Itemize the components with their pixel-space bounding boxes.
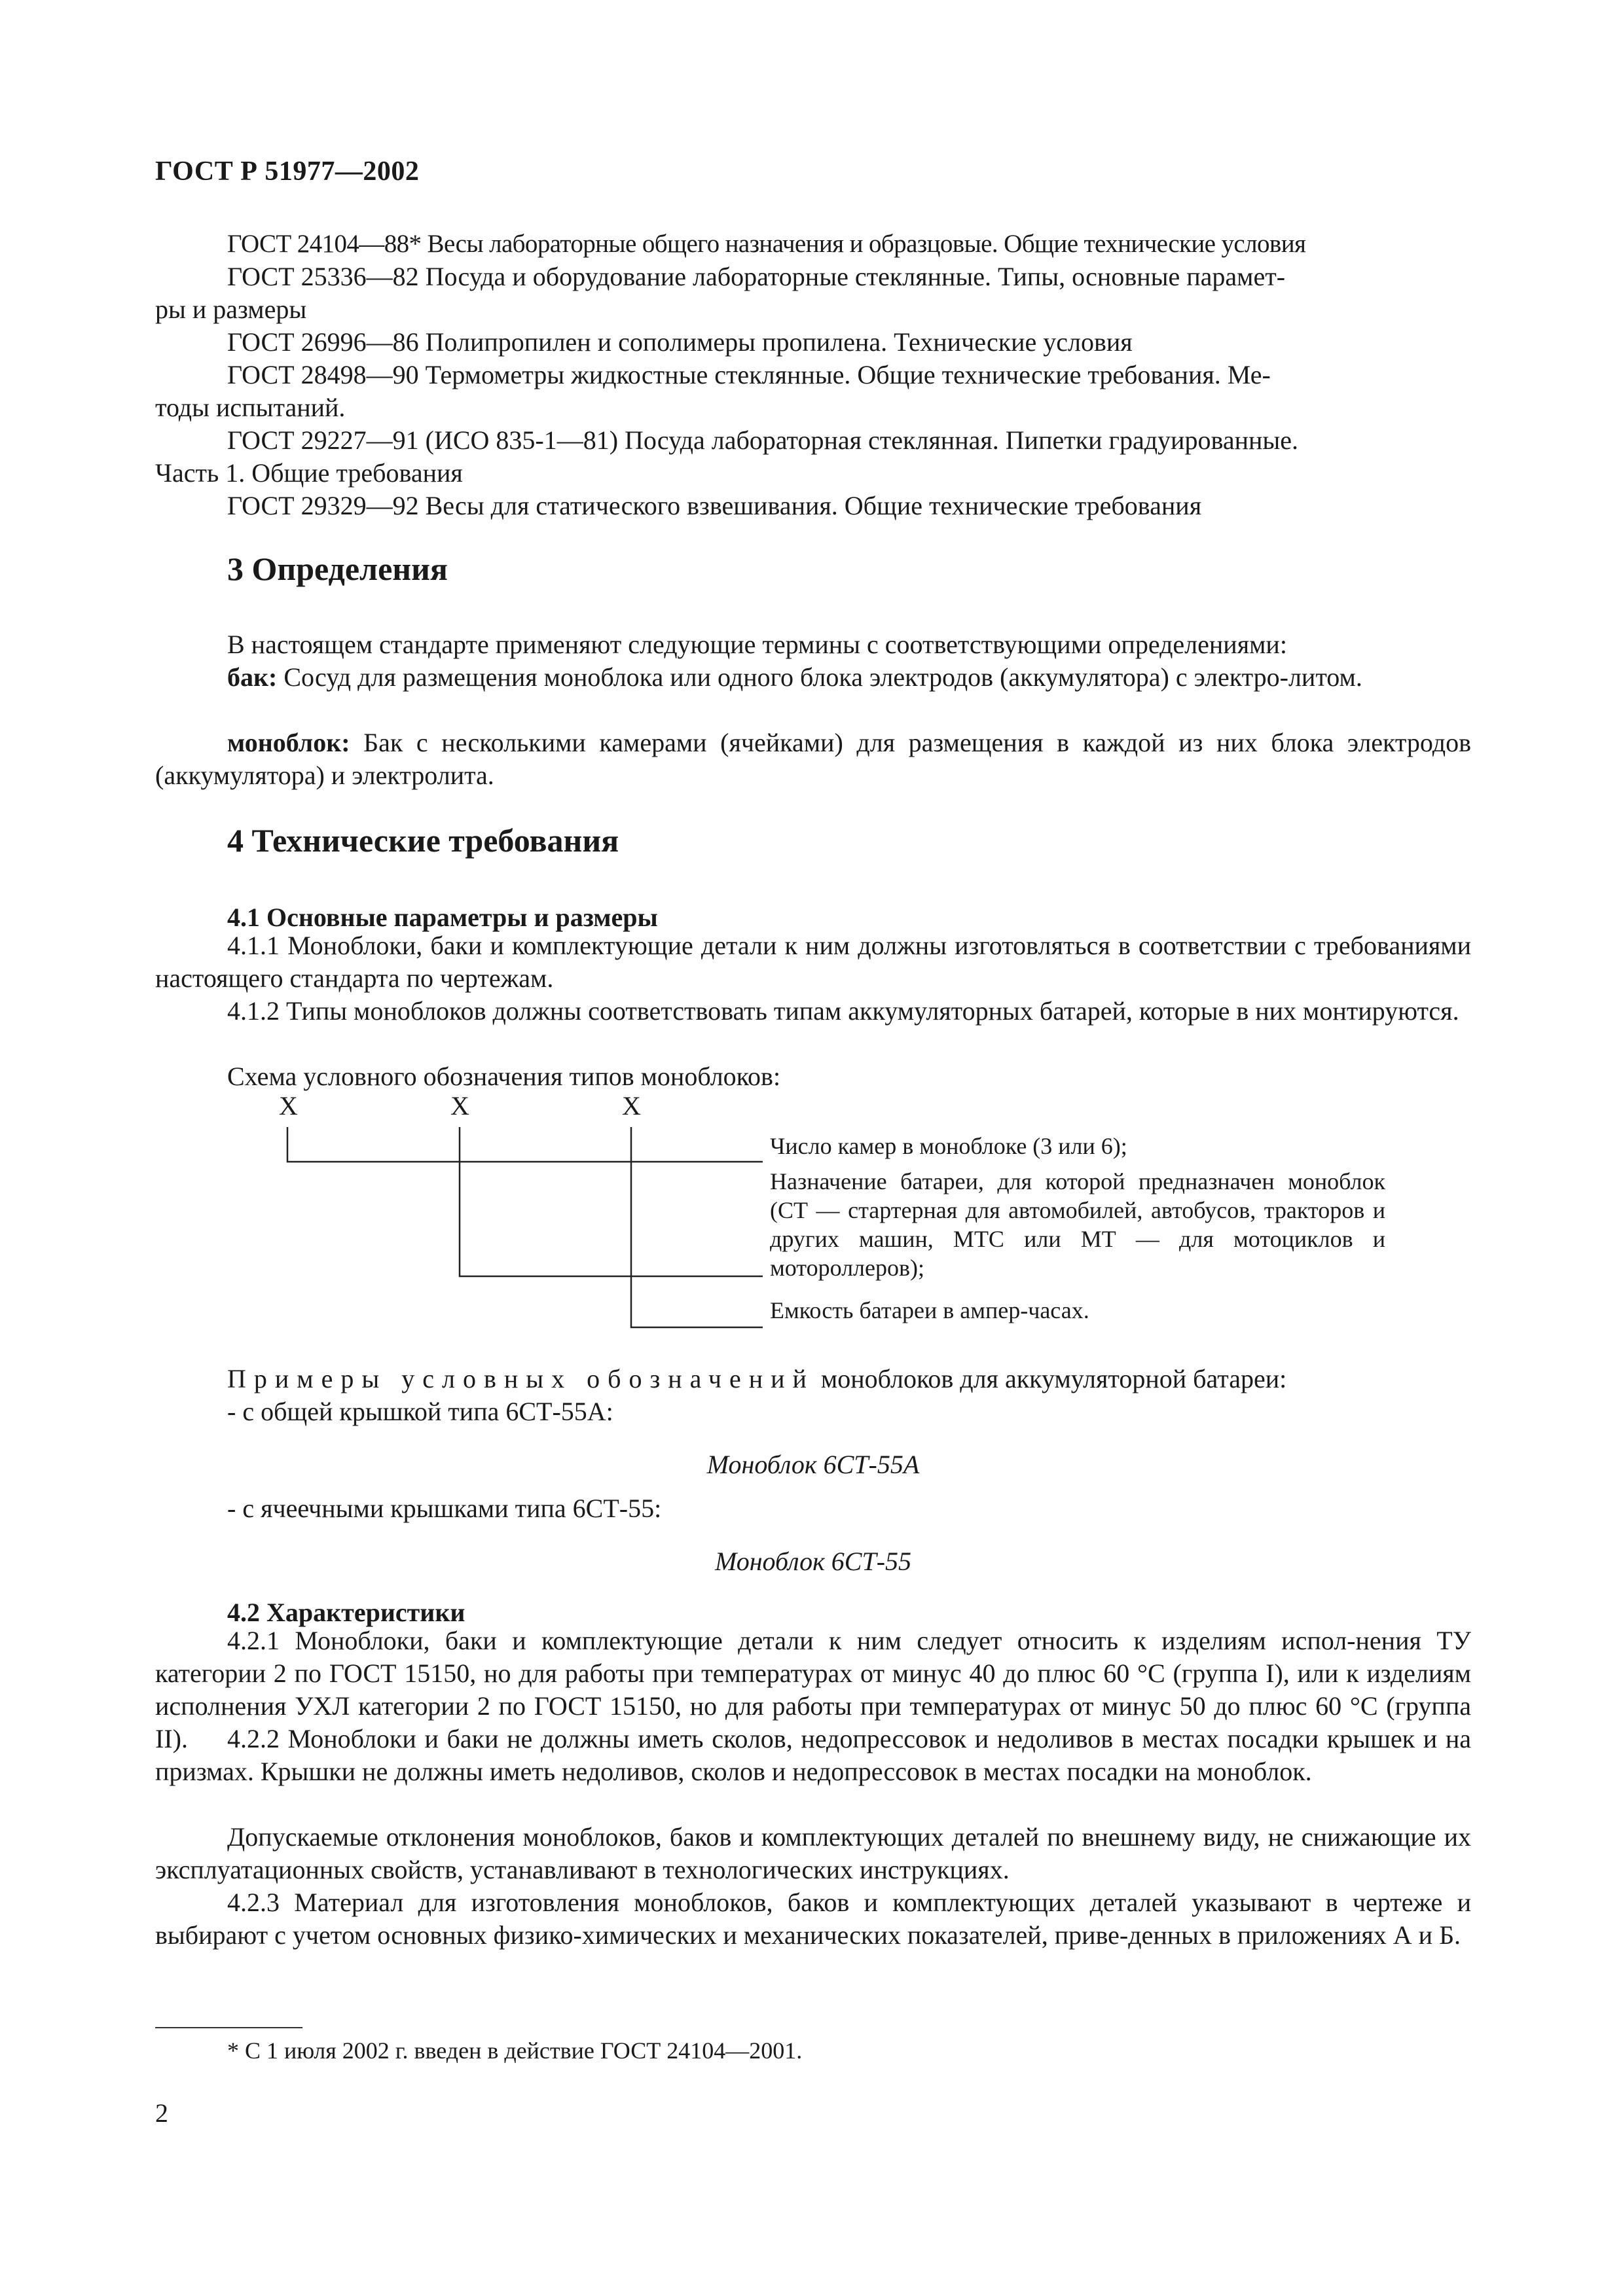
footnote: * С 1 июля 2002 г. введен в действие ГОСТ 24104—2001.: [227, 2037, 803, 2064]
definitions-intro: В настоящем стандарте применяют следующие термины с соответствующими определениями:: [227, 630, 1287, 659]
schema-line-2: [460, 1127, 763, 1276]
schema-line-3: [631, 1127, 763, 1327]
reference-item: ГОСТ 29329—92 Весы для статического взвешивания. Общие технические требования: [227, 491, 1202, 520]
schema-label-capacity: Емкость батареи в ампер-часах.: [770, 1297, 1089, 1323]
paragraph-4-2-2-continued: Допускаемые отклонения моноблоков, баков и комплектующих деталей по внешнему виду, не снижающие их эксплуатационных свойств, устанавливают в технологических инструкциях.: [155, 1822, 1471, 1884]
subsection-title-4-2: 4.2 Характеристики: [227, 1598, 465, 1627]
definition-monoblock-text: Бак с несколькими камерами (ячейками) для размещения в каждой из них блока электродов (аккумулятора) и электролита.: [155, 728, 1471, 790]
paragraph-4-1-1: 4.1.1 Моноблоки, баки и комплектующие детали к ним должны изготовляться в соответствии с требованиями настоящего стандарта по чертежам.: [155, 931, 1471, 993]
section-title-definitions: 3 Определения: [227, 550, 448, 587]
schema-intro: Схема условного обозначения типов моноблоков:: [227, 1062, 781, 1091]
schema-label-chambers: Число камер в моноблоке (3 или 6);: [770, 1133, 1127, 1159]
schema-x-2: X: [450, 1091, 469, 1121]
reference-item-continuation: ры и размеры: [155, 295, 307, 324]
examples-intro: [155, 1363, 1471, 1395]
definition-bak-text: Сосуд для размещения моноблока или одного блока электродов (аккумулятора) с электро-литом.: [277, 662, 1362, 692]
reference-item-continuation: Часть 1. Общие требования: [155, 458, 463, 488]
reference-item: ГОСТ 24104—88* Весы лабораторные общего назначения и образцовые. Общие технические условия: [227, 230, 1306, 258]
reference-item: ГОСТ 29227—91 (ИСО 835-1—81) Посуда лабораторная стеклянная. Пипетки градуированные.: [227, 425, 1299, 455]
schema-x-1: X: [279, 1091, 298, 1121]
example-2-label: - с ячеечными крышками типа 6СТ-55:: [227, 1494, 662, 1523]
examples-intro-rest: моноблоков для аккумуляторной батареи:: [814, 1364, 1287, 1393]
example-1-label: - с общей крышкой типа 6СТ-55А:: [227, 1397, 613, 1426]
section-title-technical-requirements: 4 Технические требования: [227, 822, 619, 859]
examples-intro-spaced: Примеры условных обозначений: [227, 1364, 814, 1393]
paragraph-4-2-2: 4.2.2 Моноблоки и баки не должны иметь сколов, недопрессовок и недоливов в местах посадки крышек и на призмах. Крышки не должны иметь недоливов, сколов и недопрессовок в местах посадки на моноблок.: [155, 1724, 1471, 1786]
document-header: ГОСТ Р 51977—2002: [155, 156, 420, 187]
paragraph-4-2-3: 4.2.3 Материал для изготовления моноблоков, баков и комплектующих деталей указывают в чертеже и выбирают с учетом основных физико-химических и механических показателей, приве-денных в приложениях А и Б.: [155, 1888, 1471, 1950]
reference-item: ГОСТ 28498—90 Термометры жидкостные стеклянные. Общие технические требования. Ме-: [227, 360, 1271, 389]
reference-item: ГОСТ 26996—86 Полипропилен и сополимеры пропилена. Технические условия: [227, 327, 1133, 357]
page-number: 2: [155, 2098, 168, 2128]
footnote-separator: [155, 2027, 302, 2028]
example-2-value: Моноблок 6СТ-55: [714, 1547, 912, 1576]
reference-item: ГОСТ 25336—82 Посуда и оборудование лабораторные стеклянные. Типы, основные парамет-: [227, 262, 1286, 291]
subsection-title-4-1: 4.1 Основные параметры и размеры: [227, 903, 658, 932]
reference-item-continuation: тоды испытаний.: [155, 393, 346, 422]
term-bak: бак:: [227, 662, 278, 692]
schema-x-3: X: [622, 1091, 641, 1121]
paragraph-4-2-1: 4.2.1 Моноблоки, баки и комплектующие детали к ним следует относить к изделиям испол-нения ТУ категории 2 по ГОСТ 15150, но для работы при температурах от минус 40 до плюс 60 °С (группа I), или к изделиям исполнения УХЛ категории 2 по ГОСТ 15150, но для работы при температурах от минус 50 до плюс 60 °С (группа II).: [155, 1626, 1471, 1753]
schema-line-1: [287, 1127, 763, 1162]
example-1-value: Моноблок 6СТ-55А: [706, 1450, 920, 1479]
schema-label-purpose: Назначение батареи, для которой предназначен моноблок (СТ — стартерная для автомобилей, автобусов, тракторов и других машин, МТС или МТ — для мотоциклов и мотороллеров);: [770, 1168, 1385, 1281]
paragraph-4-1-2: 4.1.2 Типы моноблоков должны соответствовать типам аккумуляторных батарей, которые в них монтируются.: [227, 996, 1459, 1026]
term-monoblock: моноблок:: [227, 728, 350, 757]
